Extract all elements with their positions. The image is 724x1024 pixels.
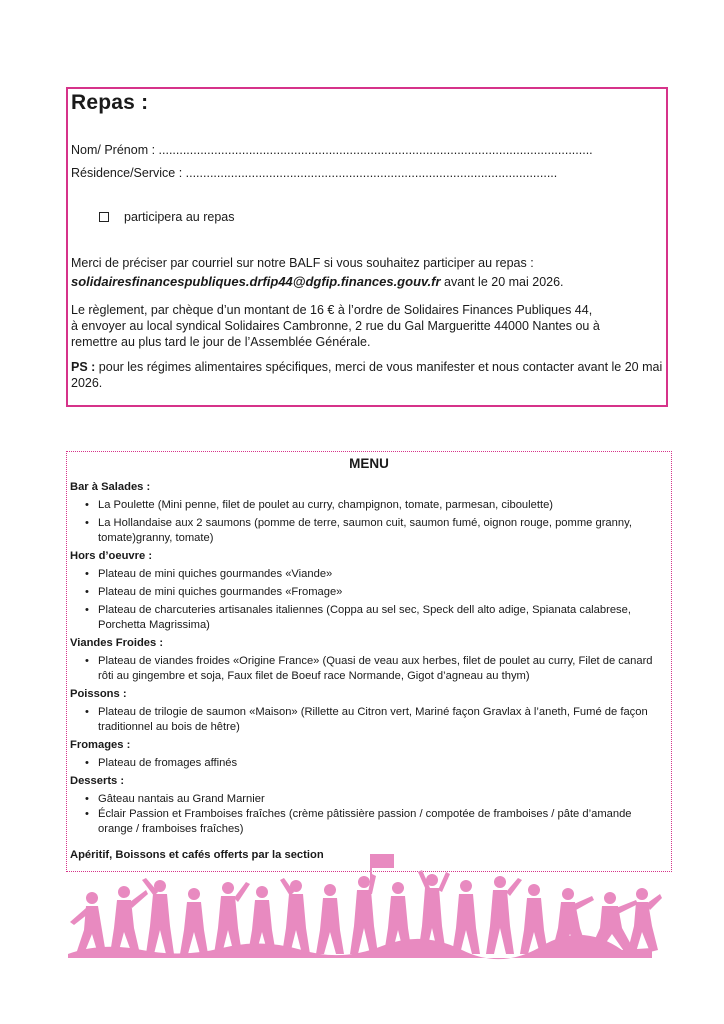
section-heading-bar: Bar à Salades : (70, 481, 151, 493)
list-item: • Plateau de trilogie de saumon «Maison» (Rillette au Citron vert, Mariné façon Gravlax à l’aneth, Fumé de façon traditionnel au bois de hêtre) (98, 705, 668, 735)
reglement-line-2: à envoyer au local syndical Solidaires Cambronne, 2 rue du Gal Margueritte 44000 Nantes ou à (71, 319, 600, 333)
dancer-figure (214, 882, 250, 954)
dancer-figure (486, 876, 522, 954)
menu-content (70, 478, 668, 863)
merci-text: Merci de préciser par courriel sur notre BALF si vous souhaitez participer au repas : (71, 256, 534, 270)
dancer-figure (280, 878, 310, 954)
participation-checkbox-row[interactable] (99, 210, 234, 224)
list-item: • La Hollandaise aux 2 saumons (pomme de terre, saumon cuit, saumon fumé, oignon rouge, pomme granny, tomate)granny, tomate) (98, 516, 668, 546)
email-deadline: avant le 20 mai 2026. (440, 275, 564, 289)
list-item: • Éclair Passion et Framboises fraîches (crème pâtissière passion / compotée de framboises / pâte d’amande orange / framboises fraîches) (98, 807, 668, 837)
list-item: • Plateau de mini quiches gourmandes «Viande» (98, 567, 668, 582)
checkbox-icon[interactable] (99, 212, 109, 222)
poissons-list (70, 705, 668, 735)
dancer-figure (520, 884, 548, 954)
section-heading-viandes: Viandes Froides : (70, 637, 164, 649)
dancer-figure (110, 886, 148, 954)
dancer-figure (350, 874, 378, 954)
list-item: • Plateau de mini quiches gourmandes «Fromage» (98, 585, 668, 600)
dancer-figure (142, 878, 174, 954)
dancer-figure (180, 888, 208, 954)
dancer-figure (628, 888, 662, 952)
desserts-list (70, 792, 668, 837)
offer-note: Apéritif, Boissons et cafés offerts par la section (70, 849, 324, 861)
section-heading-hors-oeuvre: Hors d’oeuvre : (70, 550, 153, 562)
repas-title: Repas : (71, 91, 149, 114)
dancing-crowd-illustration (62, 850, 662, 962)
flag-icon (370, 854, 394, 868)
section-heading-poissons: Poissons : (70, 688, 127, 700)
reglement-line-1: Le règlement, par chèque d’un montant de 16 € à l’ordre de Solidaires Finances Publiques 44, (71, 303, 593, 317)
email-link[interactable]: solidairesfinancespubliques.drfip44@dgfip.finances.gouv.fr (71, 274, 441, 289)
list-item: • Plateau de charcuteries artisanales italiennes (Coppa au sel sec, Speck dell alto adige, Spianata calabrese, Porchetta Magrissima) (98, 603, 668, 633)
participation-label: participera au repas (124, 210, 235, 224)
viandes-list (70, 654, 668, 684)
email-line (71, 274, 663, 290)
ps-text: pour les régimes alimentaires spécifiques, merci de vous manifester et nous contacter avant le 20 mai 2026. (71, 360, 663, 390)
nom-prenom-field[interactable]: Nom/ Prénom : ............................................................................................................................. (71, 143, 593, 157)
list-item: • Plateau de viandes froides «Origine France» (Quasi de veau aux herbes, filet de poulet au curry, Filet de canard rôti au gingembre et soja, Faux filet de Boeuf race Normande, Gigot d’agneau au thym) (98, 654, 668, 684)
hors-oeuvre-list (70, 567, 668, 633)
ps-label: PS : (71, 360, 96, 374)
menu-title: MENU (349, 456, 389, 471)
section-heading-fromages: Fromages : (70, 739, 131, 751)
section-heading-desserts: Desserts : (70, 775, 125, 787)
menu-box (66, 451, 672, 872)
list-item: • La Poulette (Mini penne, filet de poulet au curry, champignon, tomate, parmesan, ciboulette) (98, 498, 668, 513)
reglement-line-3: remettre au plus tard le jour de l’Assemblée Générale. (71, 335, 371, 349)
list-item: • Gâteau nantais au Grand Marnier (98, 792, 668, 807)
repas-form-box (66, 87, 668, 407)
dancer-figure (452, 880, 480, 954)
bar-list (70, 498, 668, 546)
list-item: • Plateau de fromages affinés (98, 756, 668, 771)
ps-note (71, 359, 663, 391)
dancer-figure (70, 892, 106, 954)
dancer-figure (316, 884, 344, 954)
fromages-list (70, 756, 668, 771)
residence-service-field[interactable]: Résidence/Service : ........................................................................................................... (71, 166, 558, 180)
